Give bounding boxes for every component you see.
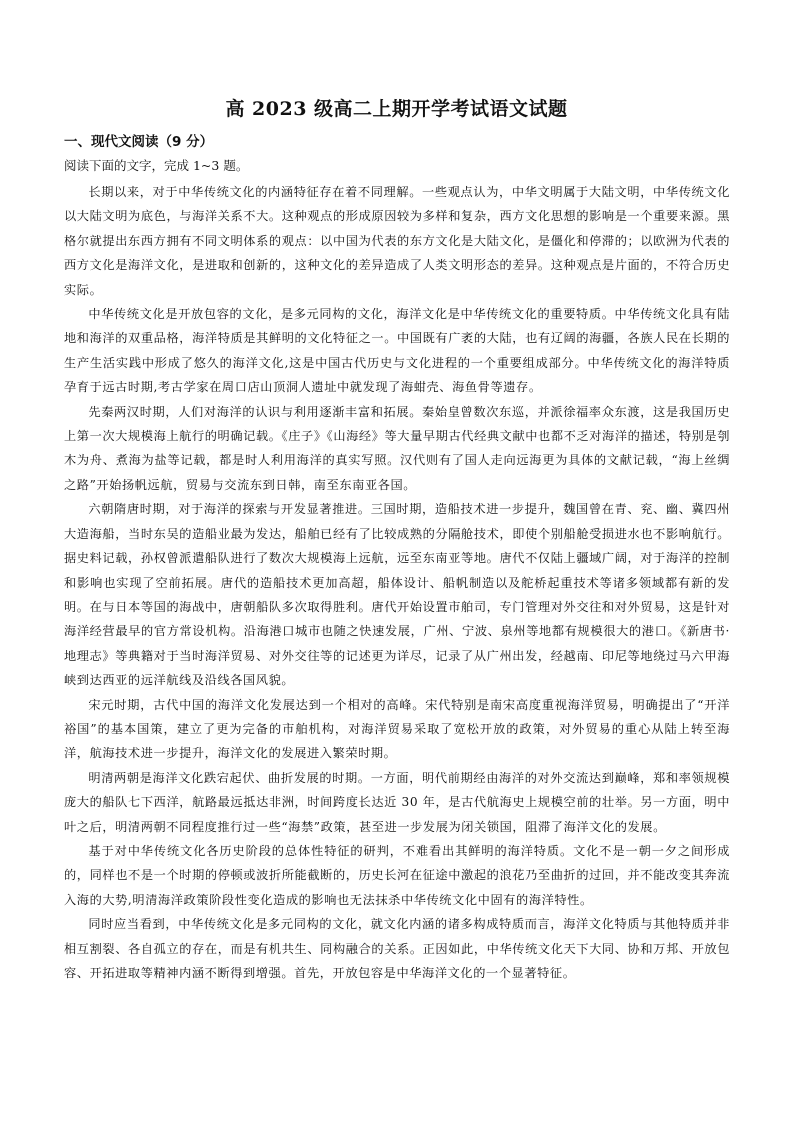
reading-passage [64, 180, 730, 985]
passage-paragraph-8: 同时应当看到，中华传统文化是多元同构的文化，就文化内涵的诸多构成特质而言，海洋文化特质与其他特质并非相互割裂、各自孤立的存在，而是有机共生、同构融合的关系。正因如此，中华传统文化天下大同、协和万邦、开放包容、开拓进取等精神内涵不断得到增强。首先，开放包容是中华海洋文化的一个显著特征。 [64, 917, 730, 980]
passage-paragraph-1: 长期以来，对于中华传统文化的内涵特征存在着不同理解。一些观点认为，中华文明属于大陆文明，中华传统文化以大陆文明为底色，与海洋关系不大。这种观点的形成原因较为多样和复杂，西方文化思想的影响是一个重要来源。黑格尔就提出东西方拥有不同文明体系的观点：以中国为代表的东方文化是大陆文化，是僵化和停滞的；以欧洲为代表的西方文化是海洋文化，是进取和创新的，这种文化的差异造成了人类文明形态的差异。这种观点是片面的，不符合历史实际。 [64, 185, 730, 297]
passage-paragraph-3: 先秦两汉时期，人们对海洋的认识与利用逐渐丰富和拓展。秦始皇曾数次东巡，并派徐福率众东渡，这是我国历史上第一次大规模海上航行的明确记载。《庄子》《山海经》等大量早期古代经典文献中也都不乏对海洋的描述，特别是刳木为舟、煮海为盐等记载，都是时人利用海洋的真实写照。汉代则有了国人走向远海更为具体的文献记载，“海上丝绸之路”开始扬帆远航，贸易与交流东到日韩，南至东南亚各国。 [64, 404, 730, 492]
passage-paragraph-5: 宋元时期，古代中国的海洋文化发展达到一个相对的高峰。宋代特别是南宋高度重视海洋贸易，明确提出了“开洋裕国”的基本国策，建立了更为完备的市舶机构，对海洋贸易采取了宽松开放的政策，对外贸易的重心从陆上转至海洋，航海技术进一步提升，海洋文化的发展进入繁荣时期。 [64, 697, 730, 761]
passage-paragraph-2: 中华传统文化是开放包容的文化，是多元同构的文化，海洋文化是中华传统文化的重要特质。中华传统文化具有陆地和海洋的双重品格，海洋特质是其鲜明的文化特征之一。中国既有广袤的大陆，也有辽阔的海疆，各族人民在长期的生产生活实践中形成了悠久的海洋文化,这是中国古代历史与文化进程的一个重要组成部分。中华传统文化的海洋特质孕育于远古时期,考古学家在周口店山顶洞人遗址中就发现了海蚶壳、海鱼骨等遗存。 [64, 307, 730, 395]
exam-title: 高 2023 级高二上期开学考试语文试题 [225, 98, 568, 120]
passage-paragraph-6: 明清两朝是海洋文化跌宕起伏、曲折发展的时期。一方面，明代前期经由海洋的对外交流达到巅峰，郑和率领规模庞大的船队七下西洋，航路最远抵达非洲，时间跨度长达近 30 年，是古代航海史上规模空前的壮举。另一方面，明中叶之后，明清两朝不同程度推行过一些“海禁”政策，甚至进一步发展为闭关锁国，阻滞了海洋文化的发展。 [64, 770, 730, 834]
passage-paragraph-4: 六朝隋唐时期，对于海洋的探索与开发显著推进。三国时期，造船技术进一步提升，魏国曾在青、兖、幽、冀四州大造海船，当时东吴的造船业最为发达，船舶已经有了比较成熟的分隔舱技术，即使个别船舱受损进水也不影响航行。据史料记载，孙权曾派遣船队进行了数次大规模海上远航，远至东南亚等地。唐代不仅陆上疆域广阔，对于海洋的控制和影响也实现了空前拓展。唐代的造船技术更加高超，船体设计、船帆制造以及舵桥起重技术等诸多领域都有新的发明。在与日本等国的海战中，唐朝船队多次取得胜利。唐代开始设置市舶司，专门管理对外交往和对外贸易，这是针对海洋经营最早的官方常设机构。沿海港口城市也随之快速发展，广州、宁波、泉州等地都有规模很大的港口。《新唐书·地理志》等典籍对于当时海洋贸易、对外交往等的记述更为详尽，记录了从广州出发，经越南、印尼等地绕过马六甲海峡到达西亚的远洋航线及沿线各国风貌。 [64, 502, 730, 688]
reading-instruction: 阅读下面的文字，完成 1~3 题。 [64, 158, 249, 173]
passage-paragraph-7: 基于对中华传统文化各历史阶段的总体性特征的研判，不难看出其鲜明的海洋特质。文化不是一朝一夕之间形成的，同样也不是一个时期的停顿或波折所能截断的，历史长河在征途中激起的浪花乃至曲折的过回，并不能改变其奔流入海的大势,明清海洋政策阶段性变化造成的影响也无法抹杀中华传统文化中固有的海洋特性。 [64, 843, 730, 907]
section-heading: 一、现代文阅读（9 分） [64, 134, 214, 150]
